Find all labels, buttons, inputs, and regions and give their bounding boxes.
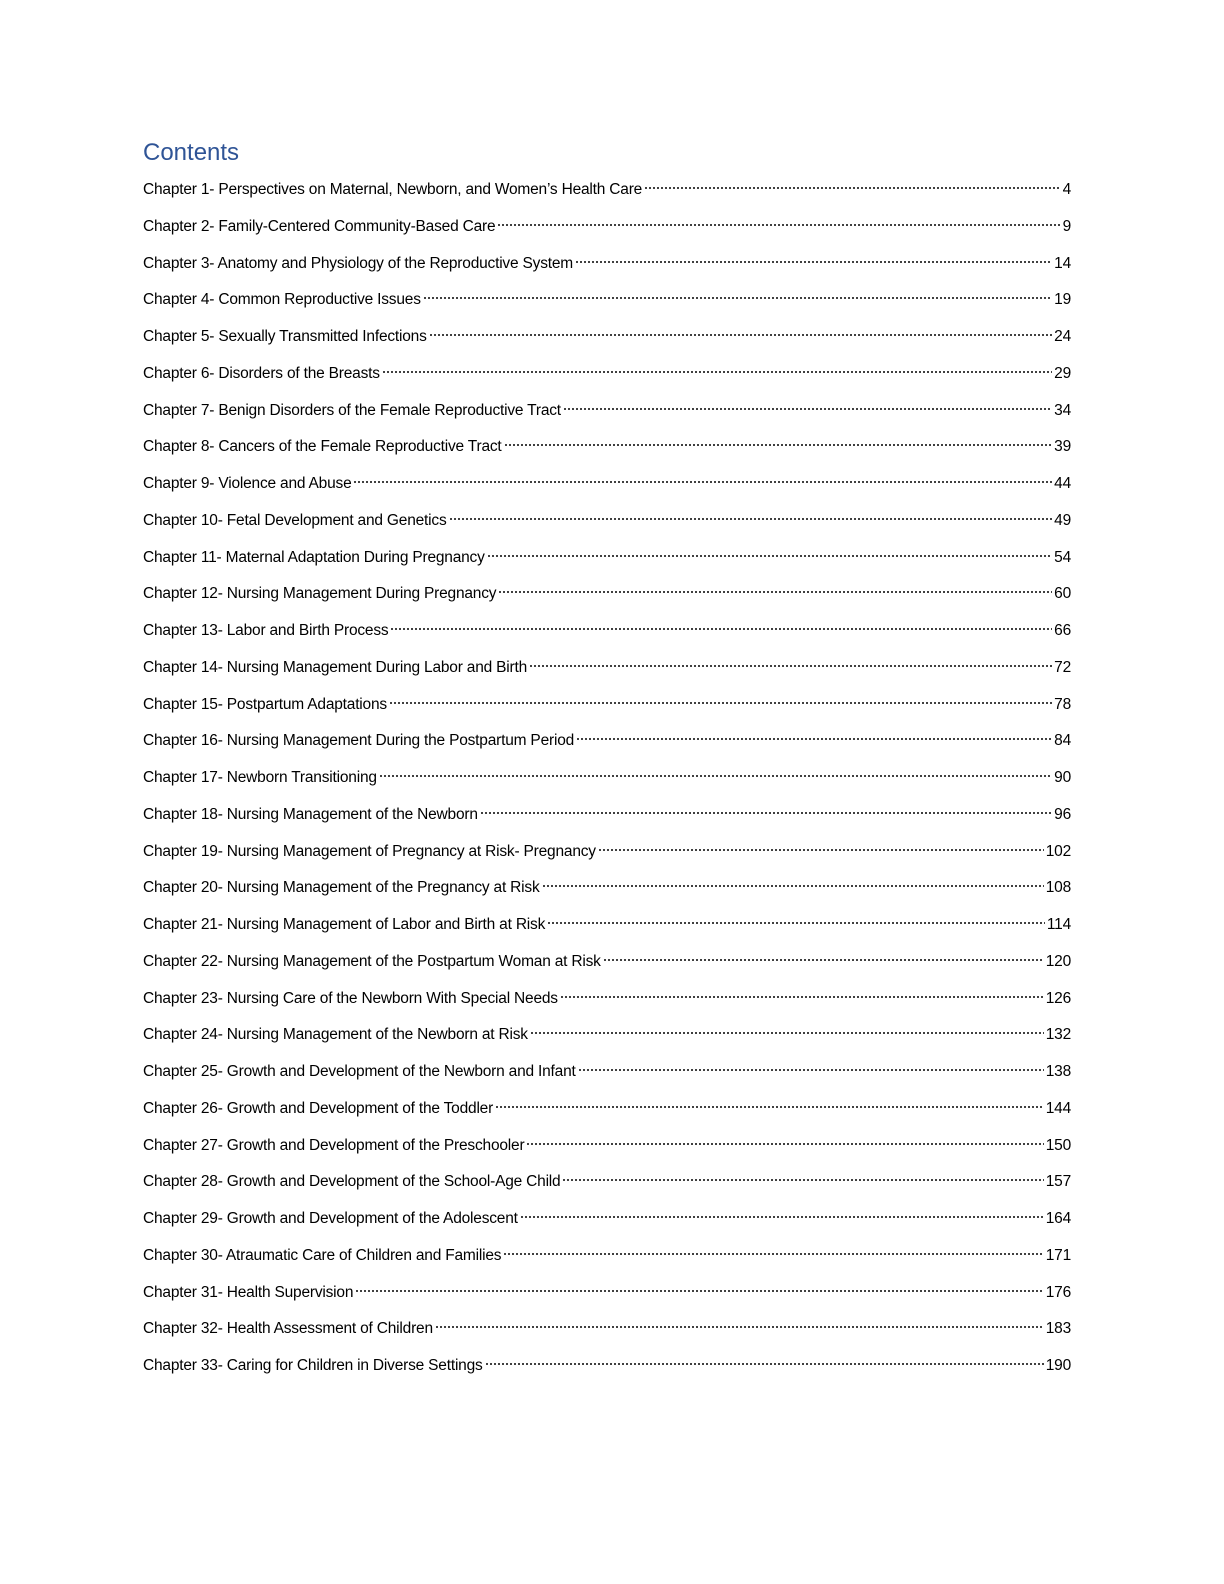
- toc-entry-page-number: 108: [1045, 879, 1071, 897]
- toc-entry-page-number: 24: [1054, 328, 1071, 345]
- toc-heading: Contents: [143, 139, 240, 166]
- toc-dot-leader: [575, 260, 1052, 264]
- toc-entry-title: Chapter 24- Nursing Management of the Newborn at Risk: [143, 1026, 528, 1044]
- toc-entry-title: Chapter 1- Perspectives on Maternal, Newborn, and Women’s Health Care: [143, 181, 643, 198]
- toc-dot-leader: [498, 590, 1052, 594]
- toc-entry-page-number: 164: [1045, 1210, 1071, 1227]
- toc-entry[interactable]: [143, 1017, 1071, 1054]
- toc-entry-page-number: 34: [1054, 401, 1071, 419]
- toc-dot-leader: [547, 921, 1045, 925]
- toc-dot-leader: [485, 1362, 1044, 1366]
- toc-dot-leader: [449, 517, 1053, 521]
- toc-entry-title: Chapter 9- Violence and Abuse: [143, 475, 352, 492]
- table-of-contents: [143, 172, 1071, 1385]
- toc-dot-leader: [560, 995, 1044, 999]
- toc-entry[interactable]: [143, 613, 1071, 650]
- toc-entry[interactable]: [143, 797, 1071, 834]
- toc-entry-page-number: 72: [1054, 658, 1071, 676]
- toc-entry-page-number: 144: [1045, 1099, 1071, 1117]
- toc-entry[interactable]: [143, 393, 1071, 430]
- toc-entry-title: Chapter 27- Growth and Development of the Preschooler: [143, 1136, 525, 1154]
- toc-dot-leader: [503, 1252, 1043, 1256]
- toc-dot-leader: [542, 884, 1044, 888]
- toc-dot-leader: [435, 1325, 1044, 1329]
- toc-dot-leader: [576, 737, 1052, 741]
- toc-entry-title: Chapter 22- Nursing Management of the Postpartum Woman at Risk: [143, 952, 601, 970]
- toc-entry[interactable]: [143, 1311, 1071, 1348]
- toc-dot-leader: [504, 443, 1053, 447]
- toc-entry-title: Chapter 23- Nursing Care of the Newborn With Special Needs: [143, 989, 558, 1007]
- toc-entry-title: Chapter 19- Nursing Management of Pregnancy at Risk- Pregnancy: [143, 842, 596, 860]
- toc-entry-title: Chapter 13- Labor and Birth Process: [143, 622, 389, 639]
- toc-entry-page-number: 60: [1054, 585, 1071, 603]
- toc-entry-page-number: 157: [1045, 1173, 1071, 1191]
- toc-dot-leader: [429, 333, 1053, 337]
- toc-entry-title: Chapter 7- Benign Disorders of the Female Reproductive Tract: [143, 401, 561, 419]
- toc-entry[interactable]: [143, 1054, 1071, 1091]
- toc-entry-title: Chapter 17- Newborn Transitioning: [143, 769, 377, 786]
- toc-entry-title: Chapter 21- Nursing Management of Labor and Birth at Risk: [143, 916, 546, 933]
- toc-entry-title: Chapter 33- Caring for Children in Diverse Settings: [143, 1357, 483, 1374]
- toc-entry-page-number: 19: [1054, 291, 1071, 309]
- toc-dot-leader: [562, 1178, 1043, 1182]
- toc-entry-title: Chapter 3- Anatomy and Physiology of the Reproductive System: [143, 254, 573, 272]
- toc-dot-leader: [487, 554, 1053, 558]
- toc-entry[interactable]: [143, 319, 1071, 356]
- toc-entry-title: Chapter 25- Growth and Development of the Newborn and Infant: [143, 1063, 576, 1080]
- toc-entry[interactable]: [143, 1201, 1071, 1238]
- toc-entry-page-number: 14: [1054, 254, 1071, 272]
- toc-entry[interactable]: [143, 1348, 1071, 1385]
- toc-dot-leader: [353, 480, 1052, 484]
- toc-entry-title: Chapter 10- Fetal Development and Genetics: [143, 511, 447, 529]
- toc-entry-page-number: 126: [1045, 989, 1071, 1007]
- toc-entry-page-number: 66: [1054, 622, 1071, 639]
- toc-entry-page-number: 90: [1054, 769, 1071, 786]
- toc-entry[interactable]: [143, 356, 1071, 393]
- toc-dot-leader: [480, 811, 1052, 815]
- toc-entry-page-number: 44: [1054, 475, 1071, 492]
- toc-entry-title: Chapter 11- Maternal Adaptation During Pregnancy: [143, 548, 485, 566]
- toc-entry-title: Chapter 32- Health Assessment of Children: [143, 1320, 433, 1338]
- toc-entry-page-number: 39: [1054, 438, 1071, 456]
- toc-entry-title: Chapter 2- Family-Centered Community-Based Care: [143, 217, 496, 235]
- toc-dot-leader: [382, 370, 1052, 374]
- toc-entry-page-number: 171: [1045, 1246, 1071, 1264]
- toc-entry[interactable]: [143, 576, 1071, 613]
- toc-dot-leader: [526, 1142, 1043, 1146]
- toc-entry-title: Chapter 29- Growth and Development of the Adolescent: [143, 1210, 518, 1227]
- toc-entry-title: Chapter 8- Cancers of the Female Reproductive Tract: [143, 438, 502, 456]
- toc-entry[interactable]: [143, 1091, 1071, 1128]
- toc-dot-leader: [389, 701, 1052, 705]
- toc-entry[interactable]: [143, 981, 1071, 1018]
- toc-entry[interactable]: [143, 1128, 1071, 1165]
- toc-entry-title: Chapter 4- Common Reproductive Issues: [143, 291, 421, 309]
- toc-entry[interactable]: [143, 760, 1071, 797]
- toc-entry[interactable]: [143, 723, 1071, 760]
- toc-entry[interactable]: [143, 687, 1071, 724]
- toc-entry-page-number: 29: [1054, 364, 1071, 382]
- toc-entry[interactable]: [143, 540, 1071, 577]
- toc-entry-page-number: 120: [1045, 952, 1071, 970]
- toc-dot-leader: [530, 1031, 1044, 1035]
- toc-entry[interactable]: [143, 907, 1071, 944]
- toc-entry-title: Chapter 6- Disorders of the Breasts: [143, 364, 380, 382]
- toc-entry[interactable]: [143, 834, 1071, 871]
- toc-entry[interactable]: [143, 870, 1071, 907]
- toc-entry[interactable]: [143, 172, 1071, 209]
- toc-dot-leader: [497, 223, 1060, 227]
- toc-entry-title: Chapter 26- Growth and Development of the Toddler: [143, 1099, 494, 1117]
- toc-entry-page-number: 176: [1045, 1283, 1071, 1301]
- toc-entry-page-number: 54: [1054, 548, 1071, 566]
- toc-entry[interactable]: [143, 944, 1071, 981]
- toc-dot-leader: [529, 664, 1052, 668]
- toc-entry-page-number: 9: [1062, 217, 1071, 235]
- toc-entry-title: Chapter 12- Nursing Management During Pregnancy: [143, 585, 497, 603]
- toc-entry-page-number: 84: [1054, 732, 1071, 750]
- toc-dot-leader: [603, 958, 1044, 962]
- toc-entry[interactable]: [143, 466, 1071, 503]
- toc-entry-page-number: 96: [1054, 805, 1071, 823]
- toc-entry-page-number: 78: [1054, 695, 1071, 713]
- toc-dot-leader: [390, 627, 1052, 631]
- toc-entry-title: Chapter 31- Health Supervision: [143, 1283, 354, 1301]
- toc-entry[interactable]: [143, 650, 1071, 687]
- toc-dot-leader: [598, 848, 1044, 852]
- toc-dot-leader: [644, 186, 1060, 190]
- toc-entry-title: Chapter 18- Nursing Management of the Newborn: [143, 805, 478, 823]
- toc-entry-page-number: 102: [1045, 842, 1071, 860]
- toc-entry-title: Chapter 30- Atraumatic Care of Children and Families: [143, 1246, 502, 1264]
- toc-entry[interactable]: [143, 429, 1071, 466]
- toc-entry[interactable]: [143, 246, 1071, 283]
- toc-dot-leader: [495, 1105, 1044, 1109]
- toc-entry[interactable]: [143, 1275, 1071, 1312]
- toc-entry-page-number: 183: [1045, 1320, 1071, 1338]
- toc-dot-leader: [379, 774, 1052, 778]
- toc-entry[interactable]: [143, 503, 1071, 540]
- toc-dot-leader: [355, 1289, 1043, 1293]
- toc-dot-leader: [520, 1215, 1044, 1219]
- toc-entry-page-number: 132: [1045, 1026, 1071, 1044]
- toc-entry-title: Chapter 28- Growth and Development of the School-Age Child: [143, 1173, 561, 1191]
- toc-entry-page-number: 49: [1054, 511, 1071, 529]
- toc-entry-page-number: 150: [1045, 1136, 1071, 1154]
- toc-entry-page-number: 114: [1046, 916, 1071, 933]
- toc-dot-leader: [563, 407, 1052, 411]
- toc-entry-page-number: 190: [1045, 1357, 1071, 1374]
- toc-entry[interactable]: [143, 1238, 1071, 1275]
- toc-entry-title: Chapter 16- Nursing Management During the Postpartum Period: [143, 732, 575, 750]
- toc-entry[interactable]: [143, 1164, 1071, 1201]
- toc-dot-leader: [578, 1068, 1044, 1072]
- toc-entry[interactable]: [143, 209, 1071, 246]
- toc-entry-title: Chapter 14- Nursing Management During Labor and Birth: [143, 658, 528, 676]
- toc-entry-title: Chapter 5- Sexually Transmitted Infections: [143, 328, 427, 345]
- toc-entry-title: Chapter 20- Nursing Management of the Pregnancy at Risk: [143, 879, 540, 897]
- toc-dot-leader: [423, 296, 1052, 300]
- toc-entry-page-number: 138: [1045, 1063, 1071, 1080]
- toc-entry-page-number: 4: [1062, 181, 1071, 198]
- toc-entry-title: Chapter 15- Postpartum Adaptations: [143, 695, 387, 713]
- toc-entry[interactable]: [143, 282, 1071, 319]
